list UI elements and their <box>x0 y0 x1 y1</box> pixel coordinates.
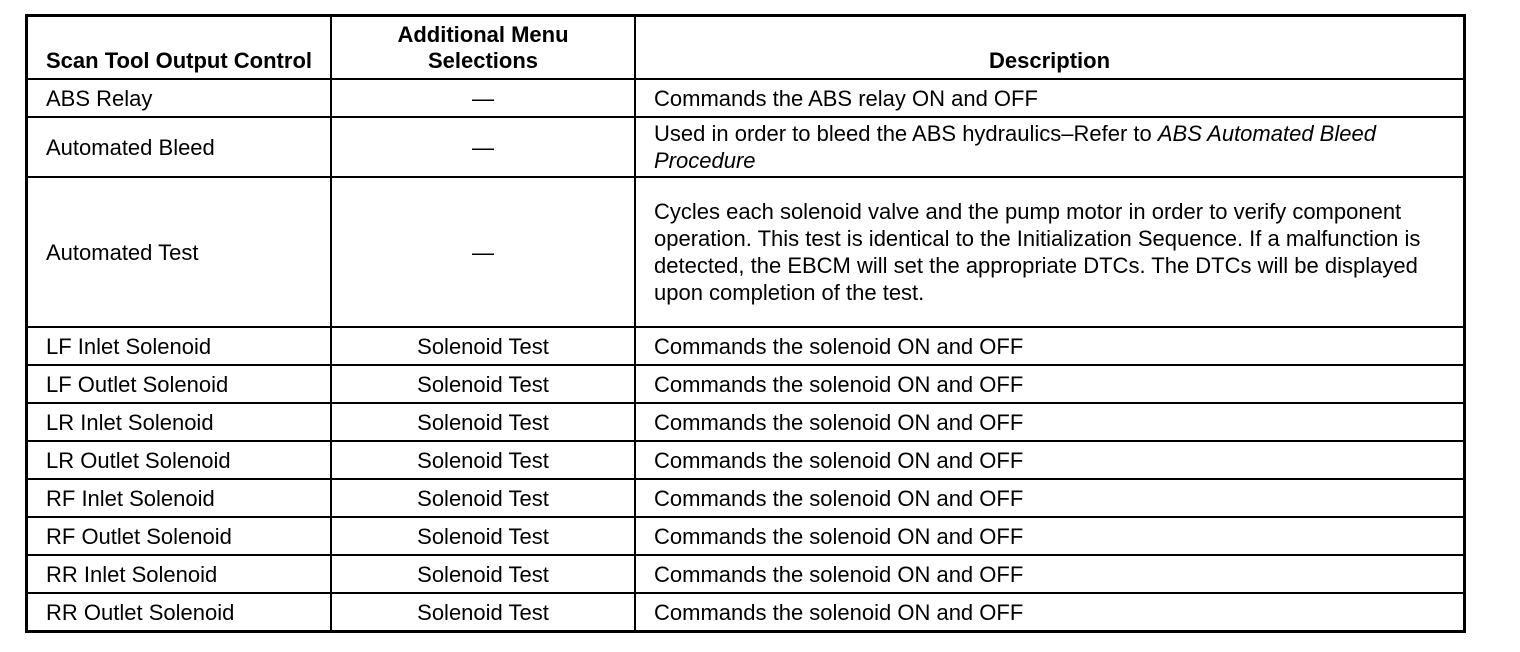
cell-output-control: LF Inlet Solenoid <box>27 327 332 365</box>
table-header <box>27 16 1465 80</box>
cell-output-control: LR Inlet Solenoid <box>27 403 332 441</box>
cell-description: Commands the solenoid ON and OFF <box>635 327 1465 365</box>
cell-output-control: RR Inlet Solenoid <box>27 555 332 593</box>
header-output-control: Scan Tool Output Control <box>27 16 332 80</box>
table-row <box>27 327 1465 365</box>
cell-menu-selection: Solenoid Test <box>331 479 635 517</box>
cell-output-control: LR Outlet Solenoid <box>27 441 332 479</box>
output-control-table <box>25 14 1466 633</box>
table-row <box>27 517 1465 555</box>
header-description: Description <box>635 16 1465 80</box>
cell-output-control: RF Inlet Solenoid <box>27 479 332 517</box>
header-menu-selections: Additional Menu Selections <box>331 16 635 80</box>
table-row <box>27 117 1465 177</box>
table-row <box>27 555 1465 593</box>
cell-menu-selection: Solenoid Test <box>331 327 635 365</box>
table-row <box>27 177 1465 327</box>
cell-output-control: Automated Test <box>27 177 332 327</box>
cell-description <box>635 117 1465 177</box>
description-text: Used in order to bleed the ABS hydraulics–Refer to <box>654 121 1158 146</box>
cell-output-control: LF Outlet Solenoid <box>27 365 332 403</box>
cell-description: Commands the solenoid ON and OFF <box>635 593 1465 632</box>
cell-description: Commands the solenoid ON and OFF <box>635 517 1465 555</box>
cell-menu-selection: — <box>331 79 635 117</box>
cell-menu-selection: — <box>331 117 635 177</box>
table-row <box>27 479 1465 517</box>
table-body <box>27 79 1465 632</box>
cell-description: Commands the solenoid ON and OFF <box>635 479 1465 517</box>
cell-description: Commands the solenoid ON and OFF <box>635 403 1465 441</box>
cell-output-control: Automated Bleed <box>27 117 332 177</box>
cell-output-control: RR Outlet Solenoid <box>27 593 332 632</box>
cell-output-control: RF Outlet Solenoid <box>27 517 332 555</box>
output-control-table-wrapper <box>25 14 1466 633</box>
cell-menu-selection: — <box>331 177 635 327</box>
cell-menu-selection: Solenoid Test <box>331 403 635 441</box>
cell-menu-selection: Solenoid Test <box>331 593 635 632</box>
cell-description: Commands the solenoid ON and OFF <box>635 555 1465 593</box>
header-row <box>27 16 1465 80</box>
cell-description: Commands the solenoid ON and OFF <box>635 365 1465 403</box>
cell-description: Cycles each solenoid valve and the pump motor in order to verify component operation. This test is identical to the Initialization Sequence. If a malfunction is detected, the EBCM will set the appropriate DTCs. The DTCs will be displayed upon completion of the test. <box>635 177 1465 327</box>
procedure-reference: ABS Automated Bleed Procedure <box>654 121 1376 173</box>
table-row <box>27 403 1465 441</box>
cell-menu-selection: Solenoid Test <box>331 517 635 555</box>
table-row <box>27 365 1465 403</box>
cell-description: Commands the ABS relay ON and OFF <box>635 79 1465 117</box>
table-row <box>27 441 1465 479</box>
cell-description: Commands the solenoid ON and OFF <box>635 441 1465 479</box>
cell-menu-selection: Solenoid Test <box>331 365 635 403</box>
table-row <box>27 79 1465 117</box>
cell-output-control: ABS Relay <box>27 79 332 117</box>
table-row <box>27 593 1465 632</box>
cell-menu-selection: Solenoid Test <box>331 555 635 593</box>
cell-menu-selection: Solenoid Test <box>331 441 635 479</box>
